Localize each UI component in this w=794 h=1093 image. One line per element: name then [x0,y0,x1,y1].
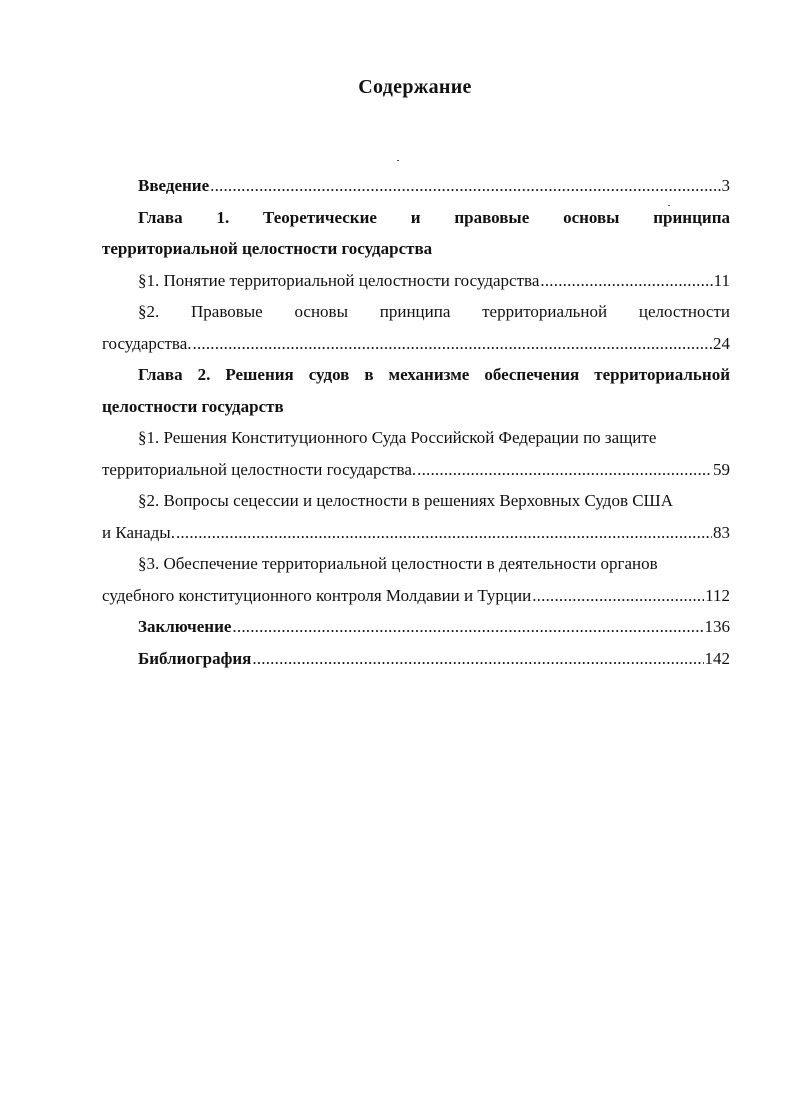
toc-entry-conclusion[interactable] [102,611,730,643]
toc-entry-bibliography[interactable] [102,643,730,675]
toc-entry-line: §2. Вопросы сецессии и целостности в решениях Верховных Судов США [138,491,673,510]
chapter-heading-line: Глава 2. Решения судов в механизме обеспечения территориальной [138,365,730,384]
dot-leader [176,517,712,549]
toc-entry-line: государства. [102,333,192,353]
toc-entry-line: территориальной целостности государства. [102,459,417,479]
dot-leader [540,265,712,297]
toc-page-number: 142 [704,648,730,668]
toc-page-number: 24 [713,333,730,353]
toc-entry-chapter-1[interactable] [102,202,730,265]
toc-entry-line: §3. Обеспечение территориальной целостности в деятельности органов [138,554,658,573]
toc-entry-chapter-2-section-2[interactable] [102,485,730,548]
scan-speck [397,160,399,161]
toc-page-number: 11 [713,270,730,290]
dot-leader [252,643,703,675]
toc-entry-label: Библиография [138,648,252,668]
dot-leader [532,580,704,612]
toc-entry-chapter-2[interactable] [102,359,730,422]
chapter-heading-line: территориальной целостности государства [102,239,433,258]
page-title: Содержание [358,76,472,98]
toc-page-number: 59 [713,459,730,479]
toc-entry-label: Заключение [138,617,232,636]
toc-entry-chapter-1-section-1[interactable] [102,265,730,297]
chapter-heading-line: целостности государств [102,396,284,416]
toc-entry-line: §1. Решения Конституционного Суда Российской Федерации по защите [138,428,657,447]
toc-page-number: 136 [704,617,730,636]
toc-entry-chapter-1-section-2[interactable] [102,296,730,359]
toc-entry-introduction[interactable] [102,170,730,202]
dot-leader [417,454,712,486]
dot-leader [232,611,703,643]
toc-page-number: 83 [713,522,730,542]
scan-speck [668,205,670,206]
toc-entry-chapter-2-section-1[interactable] [102,422,730,485]
toc-entry-line: и Канады. [102,522,175,542]
toc-page-number: 112 [705,585,730,605]
chapter-heading-line: Глава 1. Теоретические и правовые основы принципа [138,207,730,227]
toc-page-number: 3 [721,176,730,195]
toc-entry-label: §1. Понятие территориальной целостности государства [138,270,540,290]
dot-leader [210,170,720,202]
toc-entry-chapter-2-section-3[interactable] [102,548,730,611]
toc-entry-line: судебного конституционного контроля Молдавии и Турции [102,585,532,605]
table-of-contents [102,170,730,674]
dot-leader [193,328,713,360]
toc-entry-label: Введение [138,176,210,195]
toc-entry-line: §2. Правовые основы принципа территориальной целостности [138,302,730,321]
